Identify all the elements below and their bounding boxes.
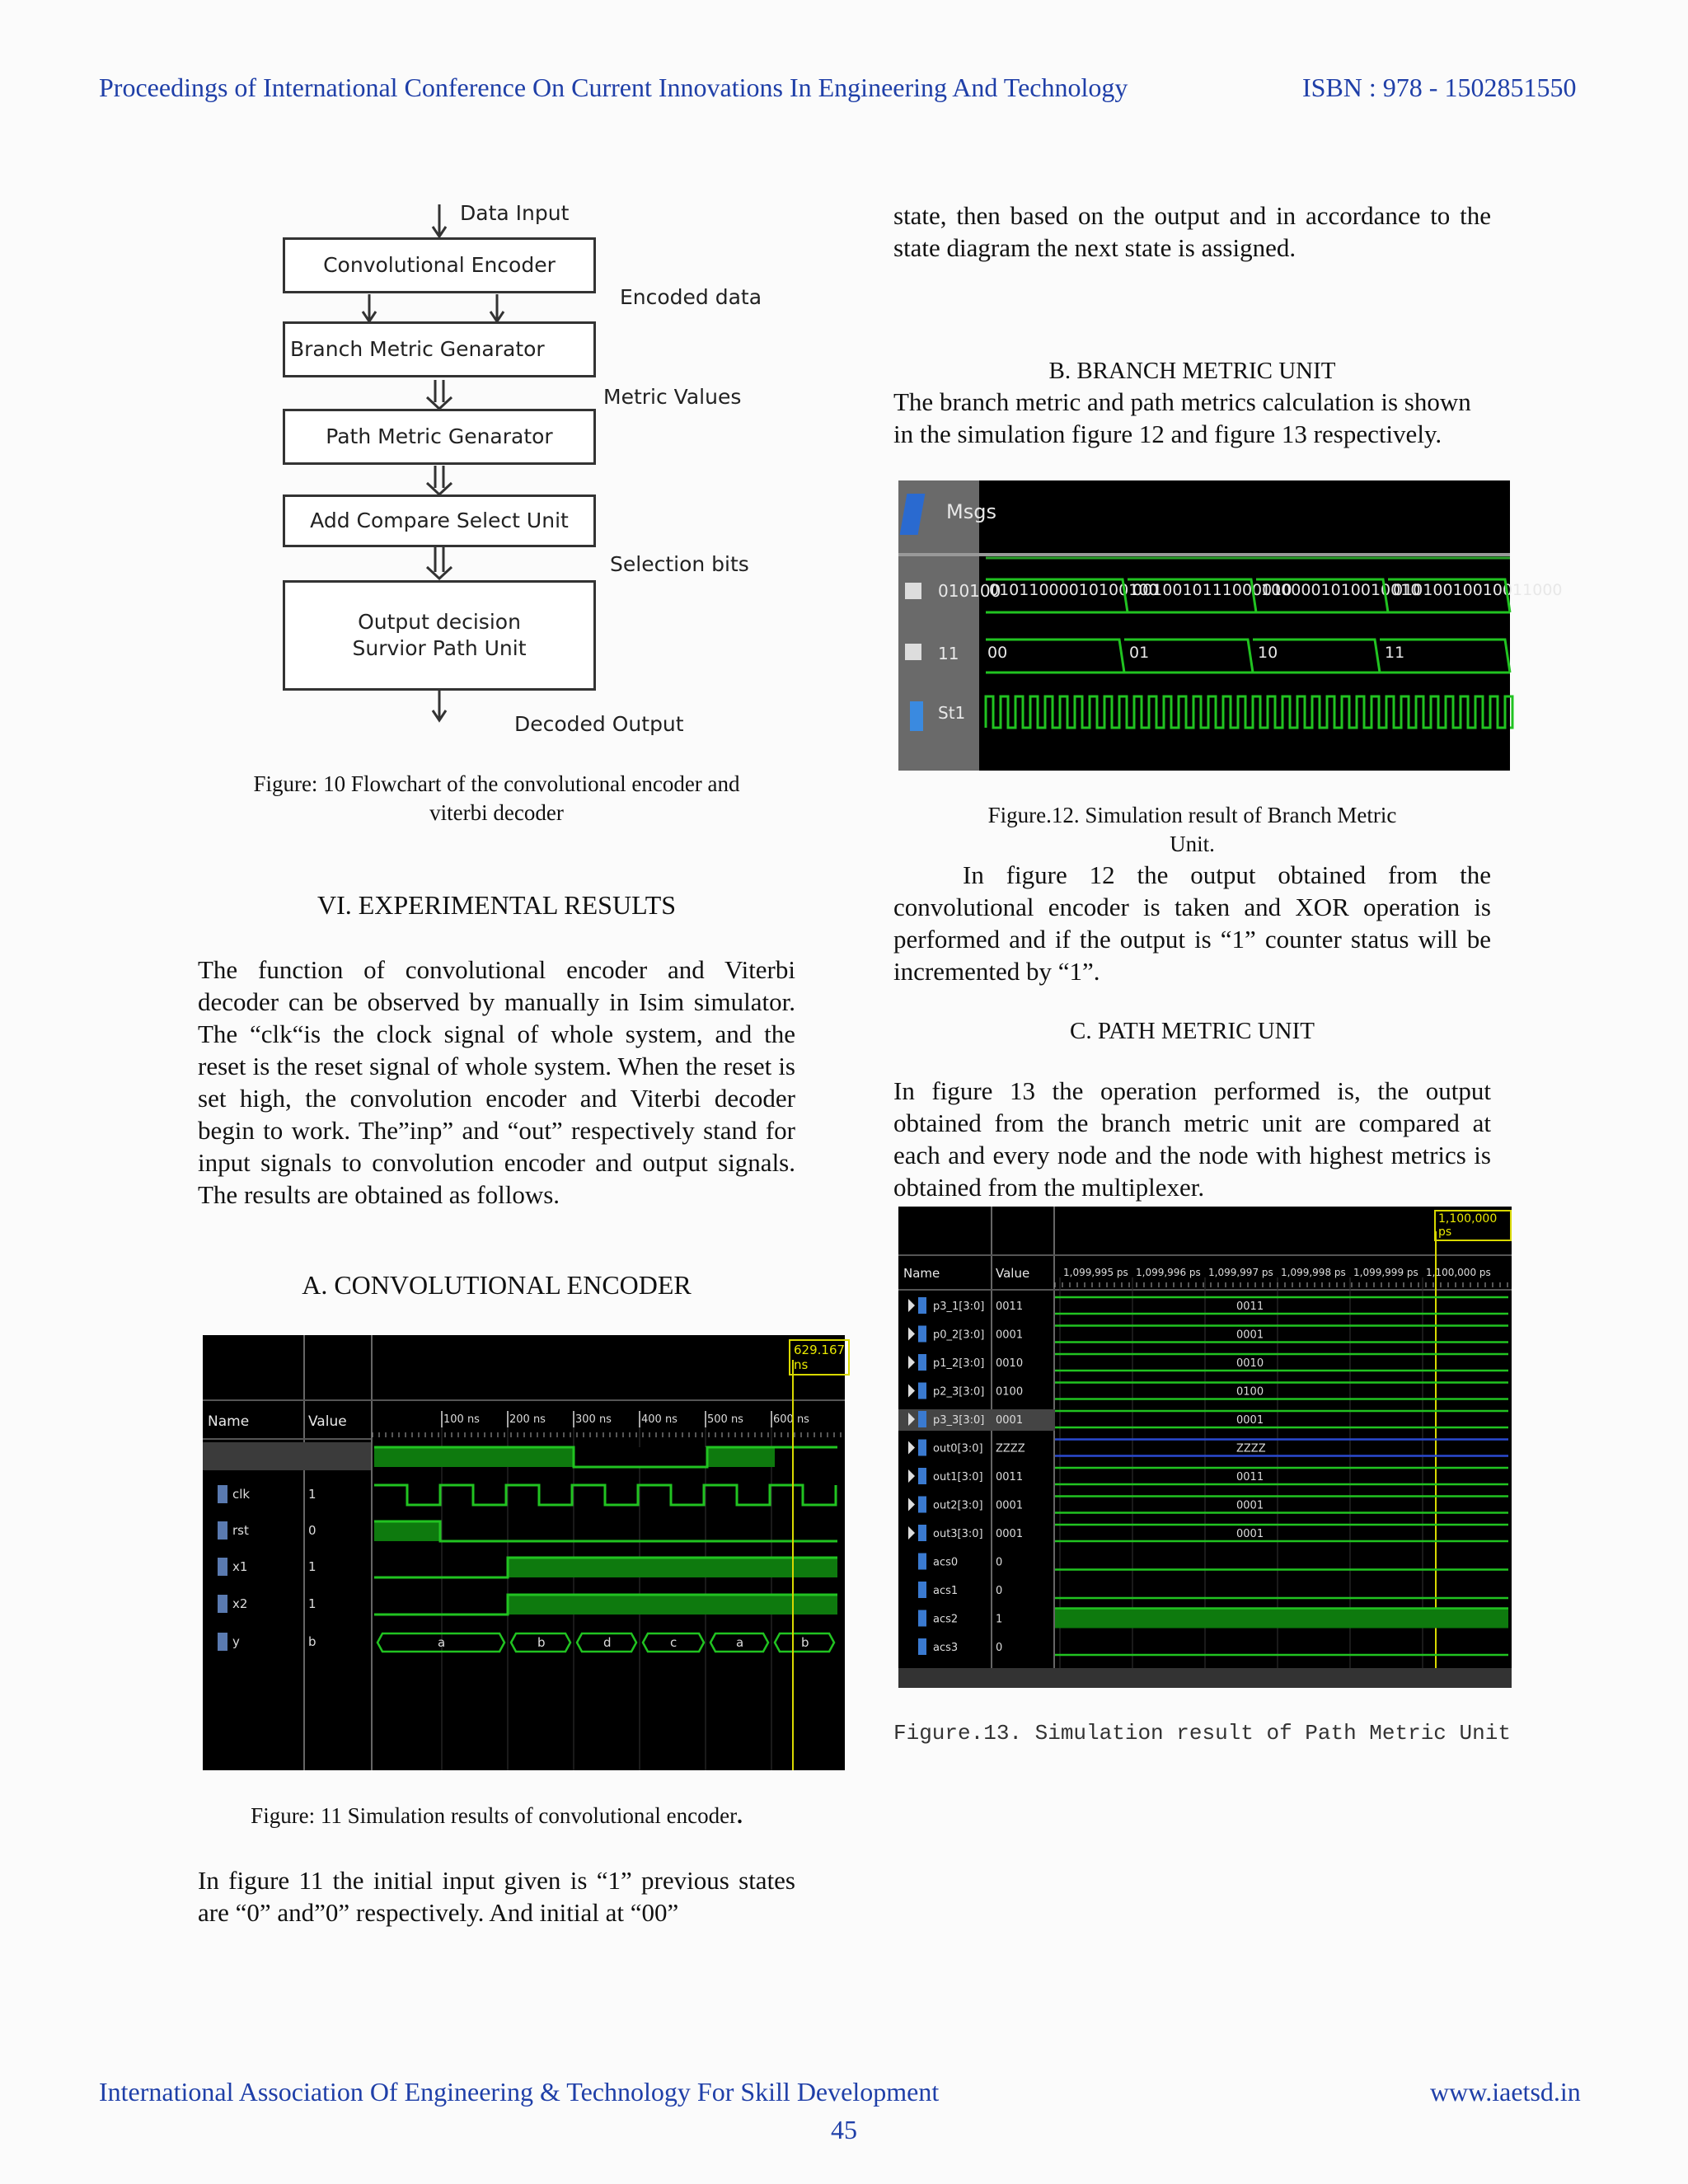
paragraph-figure-13: In figure 13 the operation performed is, the output obtained from the branch metric unit are compared at each and every node and the node with highest metrics is obtained from the multiplexer. bbox=[893, 1076, 1491, 1202]
fig11-waveforms bbox=[203, 1335, 845, 1770]
flowchart-branch-metric-label: Branch Metric Genarator bbox=[290, 337, 545, 361]
fig11-signal-name: y bbox=[232, 1634, 240, 1649]
fig13-tick-label: 1,099,996 ps bbox=[1136, 1267, 1201, 1278]
figure-13-simulation bbox=[898, 1207, 1512, 1688]
flowchart-path-metric-box bbox=[283, 409, 596, 465]
fig13-bus-value: 0011 bbox=[1236, 1301, 1264, 1313]
fig11-selected-row bbox=[203, 1442, 371, 1470]
fig12-row2-bus-segment bbox=[1124, 640, 1253, 673]
expand-arrow-icon bbox=[908, 1526, 915, 1540]
flowchart-data-input-label: Data Input bbox=[460, 201, 570, 225]
fig13-signal-icon bbox=[918, 1468, 926, 1484]
figure-11-simulation bbox=[203, 1335, 845, 1770]
fig11-signal-value: 0 bbox=[308, 1523, 316, 1538]
section-a-title: A. CONVOLUTIONAL ENCODER bbox=[302, 1270, 692, 1300]
fig12-row2-bus-segment bbox=[986, 640, 1124, 673]
fig12-row1-seg3: 1000001010010010 bbox=[1261, 581, 1421, 599]
fig13-waveforms bbox=[898, 1207, 1512, 1688]
fig11-tick-label: 500 ns bbox=[707, 1413, 743, 1426]
flowchart-acs-label: Add Compare Select Unit bbox=[310, 509, 569, 532]
fig13-bus-value: 0010 bbox=[1236, 1357, 1264, 1370]
fig12-clock-wave bbox=[986, 696, 1512, 728]
fig11-tick-label: 200 ns bbox=[509, 1413, 546, 1426]
fig12-row2-value: 11 bbox=[938, 644, 959, 663]
fig11-y-bus-value: b bbox=[537, 1635, 546, 1650]
fig11-signal-value: b bbox=[308, 1634, 316, 1649]
fig13-signal-name: out3[3:0] bbox=[933, 1528, 983, 1540]
fig13-value-header: Value bbox=[996, 1266, 1030, 1281]
expand-arrow-icon bbox=[908, 1299, 915, 1312]
fig13-tick-label: 1,099,999 ps bbox=[1353, 1267, 1418, 1278]
fig11-signal-icon bbox=[218, 1633, 227, 1651]
fig13-signal-icon bbox=[918, 1326, 926, 1343]
fig11-tick-label: 400 ns bbox=[641, 1413, 678, 1426]
fig12-row1-bus-segment bbox=[1128, 579, 1256, 612]
fig13-cursor-label: 1,100,000 ps bbox=[1434, 1210, 1512, 1241]
fig12-waveforms bbox=[898, 480, 1510, 771]
fig13-signal-icon bbox=[918, 1638, 926, 1655]
fig11-signal-value: 1 bbox=[308, 1559, 316, 1574]
fig13-signal-icon bbox=[918, 1354, 926, 1371]
section-b-title: B. BRANCH METRIC UNIT bbox=[1048, 358, 1336, 384]
fig13-signal-icon bbox=[918, 1525, 926, 1541]
fig11-rst-wave bbox=[374, 1521, 837, 1541]
fig12-row1-seg4: 01010010010011000 bbox=[1393, 581, 1563, 599]
fig13-signal-icon bbox=[918, 1554, 926, 1570]
fig13-signal-value: 0 bbox=[996, 1642, 1003, 1654]
fig11-signal-name: clk bbox=[232, 1487, 251, 1502]
fig13-bus-value: 0001 bbox=[1236, 1414, 1264, 1427]
fig13-signal-icon bbox=[918, 1610, 926, 1627]
fig13-bus-value: 0001 bbox=[1236, 1329, 1264, 1342]
flowchart-metric-values-label: Metric Values bbox=[603, 385, 742, 409]
fig13-signal-name: acs0 bbox=[933, 1556, 959, 1569]
fig13-signal-name: acs2 bbox=[933, 1613, 959, 1626]
fig11-signal-value: 1 bbox=[308, 1487, 316, 1502]
flowchart-encoded-data-label: Encoded data bbox=[620, 285, 762, 309]
fig12-row2-bus-segment bbox=[1380, 640, 1510, 673]
fig11-name-header: Name bbox=[208, 1413, 250, 1430]
figure-11-caption-period: . bbox=[737, 1803, 743, 1828]
flowchart-output-line1: Output decision bbox=[358, 610, 521, 634]
fig11-signal-icon bbox=[218, 1558, 227, 1576]
fig12-row2-bus-segment bbox=[1253, 640, 1380, 673]
fig13-signal-value: 0100 bbox=[996, 1385, 1024, 1399]
fig13-signal-value: 0011 bbox=[996, 1471, 1024, 1483]
fig11-tick-label: 300 ns bbox=[575, 1413, 612, 1426]
flowchart-output-line2: Survior Path Unit bbox=[352, 636, 527, 660]
fig11-cursor-label: 629.167 ns bbox=[789, 1339, 850, 1376]
fig13-signal-name: p1_2[3:0] bbox=[933, 1357, 985, 1370]
fig13-signal-value: 0001 bbox=[996, 1528, 1024, 1540]
expand-arrow-icon bbox=[908, 1469, 915, 1483]
fig13-signal-icon bbox=[918, 1440, 926, 1456]
fig13-tick-label: 1,099,995 ps bbox=[1063, 1267, 1128, 1278]
fig13-signal-name: p2_3[3:0] bbox=[933, 1385, 985, 1399]
fig12-row2-seg2: 01 bbox=[1129, 644, 1150, 662]
fig13-signal-value: 0 bbox=[996, 1556, 1003, 1569]
fig13-signal-value: 1 bbox=[996, 1613, 1003, 1626]
fig12-row2-seg1: 00 bbox=[987, 644, 1008, 662]
flowchart-decoded-output-label: Decoded Output bbox=[514, 712, 684, 736]
fig11-rst-high bbox=[374, 1521, 440, 1541]
footer-website: www.iaetsd.in bbox=[1430, 2077, 1581, 2107]
fig12-row1-bus-segment bbox=[986, 579, 1128, 612]
flowchart-conv-encoder-box bbox=[283, 237, 596, 293]
fig11-signal-name: rst bbox=[232, 1523, 249, 1538]
fig13-signal-name: p3_1[3:0] bbox=[933, 1301, 985, 1313]
flowchart-acs-box bbox=[283, 494, 596, 547]
expand-arrow-icon bbox=[908, 1441, 915, 1455]
figure-12-caption bbox=[893, 801, 1491, 859]
expand-arrow-icon bbox=[908, 1385, 915, 1398]
expand-arrow-icon bbox=[908, 1498, 915, 1511]
fig11-x2-high bbox=[508, 1595, 837, 1615]
fig13-signal-name: out0[3:0] bbox=[933, 1442, 983, 1455]
fig11-signal-icon bbox=[218, 1595, 227, 1613]
fig13-signal-name: p0_2[3:0] bbox=[933, 1329, 985, 1342]
fig13-signal-name: out2[3:0] bbox=[933, 1499, 983, 1512]
fig12-row2-seg4: 11 bbox=[1385, 644, 1405, 662]
fig12-row1-seg2: 0010010111000010 bbox=[1132, 581, 1292, 599]
section-6-paragraph: The function of convolutional encoder and Viterbi decoder can be observed by manually in Isim simulator. The “clk“is the clock signal of whole system, and the reset is the reset signal of whole system. When the reset is set high, the convolution encoder and Viterbi decoder begin to work. The”inp” and “out” respectively stand for input signals to convolution encoder and output signals. The results are obtained as follows. bbox=[198, 955, 795, 1209]
figure-11-caption-text: Figure: 11 Simulation results of convolutional encoder bbox=[251, 1803, 738, 1828]
fig12-row1-bus-segment bbox=[1256, 579, 1388, 612]
flowchart-path-metric-label: Path Metric Genarator bbox=[326, 424, 553, 448]
figure-11-caption bbox=[198, 1802, 795, 1830]
expand-arrow-icon bbox=[908, 1356, 915, 1369]
fig11-signal-name: x2 bbox=[232, 1596, 248, 1611]
flowchart-conv-encoder-label: Convolutional Encoder bbox=[323, 253, 556, 277]
fig13-signal-value: 0 bbox=[996, 1585, 1003, 1597]
paragraph-figure-11: In figure 11 the initial input given is “1” previous states are “0” and”0” respectively. And initial at “00” bbox=[198, 1866, 795, 1927]
fig12-row1-seg1: 01011000010100100 bbox=[989, 581, 1159, 599]
fig11-y-bus-value: d bbox=[603, 1635, 612, 1650]
fig11-y-bus-value: b bbox=[801, 1635, 809, 1650]
fig13-signal-icon bbox=[918, 1297, 926, 1314]
fig13-signal-value: 0011 bbox=[996, 1301, 1024, 1313]
fig13-signal-value: 0010 bbox=[996, 1357, 1024, 1370]
fig13-signal-icon bbox=[918, 1497, 926, 1513]
fig11-tick-label: 100 ns bbox=[443, 1413, 480, 1426]
fig13-name-header: Name bbox=[903, 1266, 940, 1281]
paragraph-figure-12: In figure 12 the output obtained from the convolutional encoder is taken and XOR operation is performed and if the output is “1” counter status will be incremented by “1”. bbox=[893, 860, 1491, 986]
figure-13-caption: Figure.13. Simulation result of Path Metric Unit bbox=[893, 1721, 1511, 1746]
fig13-signal-icon bbox=[918, 1582, 926, 1598]
section-c-title: C. PATH METRIC UNIT bbox=[1069, 1018, 1315, 1044]
expand-arrow-icon bbox=[908, 1328, 915, 1341]
fig13-bit-high bbox=[1055, 1609, 1508, 1629]
fig12-msgs-header: Msgs bbox=[946, 500, 996, 523]
fig13-signal-name: acs1 bbox=[933, 1585, 959, 1597]
footer-association: International Association Of Engineering & Technology For Skill Development bbox=[99, 2077, 940, 2107]
fig13-tick-label: 1,099,998 ps bbox=[1281, 1267, 1346, 1278]
right-top-paragraph: state, then based on the output and in accordance to the state diagram the next state is assigned. bbox=[893, 201, 1491, 262]
fig13-bus-value: 0001 bbox=[1236, 1528, 1264, 1540]
fig11-signal-icon bbox=[218, 1521, 227, 1540]
fig11-tick-label: 600 ns bbox=[773, 1413, 809, 1426]
fig13-signal-name: acs3 bbox=[933, 1642, 959, 1654]
fig12-row1-value: 010100 bbox=[938, 581, 1001, 601]
header-isbn: ISBN : 978 - 1502851550 bbox=[1302, 73, 1577, 102]
fig11-signal-icon bbox=[218, 1485, 227, 1503]
fig13-signal-name: p3_3[3:0] bbox=[933, 1414, 985, 1427]
fig11-value-header: Value bbox=[308, 1413, 347, 1430]
flowchart-output-box bbox=[283, 580, 596, 691]
header-conference-title: Proceedings of International Conference On Current Innovations In Engineering And Technology bbox=[99, 73, 1128, 102]
figure-10-caption bbox=[198, 770, 795, 827]
fig11-y-bus-value: a bbox=[736, 1635, 744, 1650]
fig13-bus-value: 0001 bbox=[1236, 1499, 1264, 1512]
fig13-signal-icon bbox=[918, 1411, 926, 1427]
section-6-title: VI. EXPERIMENTAL RESULTS bbox=[316, 890, 677, 920]
fig13-tick-label: 1,099,997 ps bbox=[1208, 1267, 1273, 1278]
fig13-signal-icon bbox=[918, 1383, 926, 1399]
fig11-signal-name: x1 bbox=[232, 1559, 248, 1574]
fig11-y-bus-value: c bbox=[670, 1635, 678, 1650]
fig11-clk-wave bbox=[374, 1485, 836, 1505]
fig13-tick-label: 1,100,000 ps bbox=[1426, 1267, 1491, 1278]
flowchart-selection-bits-label: Selection bits bbox=[610, 552, 749, 576]
fig12-row1-bus-segment bbox=[1388, 579, 1510, 612]
figure-10-caption-line2: viterbi decoder bbox=[429, 800, 564, 825]
fig13-bus-value: 0100 bbox=[1236, 1385, 1264, 1399]
fig12-row2-seg3: 10 bbox=[1258, 644, 1278, 662]
figure-12-caption-line2: Unit. bbox=[1170, 832, 1215, 856]
figure-10-caption-line1: Figure: 10 Flowchart of the convolutional encoder and bbox=[253, 771, 740, 796]
fig13-signal-value: 0001 bbox=[996, 1414, 1024, 1427]
section-b-paragraph: The branch metric and path metrics calculation is shown in the simulation figure 12 and figure 13 respectively. bbox=[893, 387, 1471, 448]
fig13-signal-value: ZZZZ bbox=[996, 1442, 1025, 1455]
fig11-signal-value: 1 bbox=[308, 1596, 316, 1611]
flowchart-branch-metric-box bbox=[283, 321, 596, 377]
page-number: 45 bbox=[831, 2115, 857, 2144]
fig11-y-bus-value: a bbox=[438, 1635, 446, 1650]
fig13-signal-name: out1[3:0] bbox=[933, 1471, 983, 1483]
fig13-signal-value: 0001 bbox=[996, 1329, 1024, 1342]
fig13-bus-value: 0011 bbox=[1236, 1471, 1264, 1483]
fig13-signal-value: 0001 bbox=[996, 1499, 1024, 1512]
figure-12-simulation bbox=[898, 480, 1563, 771]
fig11-inp-gap bbox=[574, 1447, 707, 1467]
fig11-x1-high bbox=[508, 1558, 837, 1577]
fig13-bus-value: ZZZZ bbox=[1236, 1442, 1266, 1455]
fig12-row3-value: St1 bbox=[938, 703, 966, 723]
figure-12-caption-line1: Figure.12. Simulation result of Branch Metric bbox=[987, 803, 1397, 827]
